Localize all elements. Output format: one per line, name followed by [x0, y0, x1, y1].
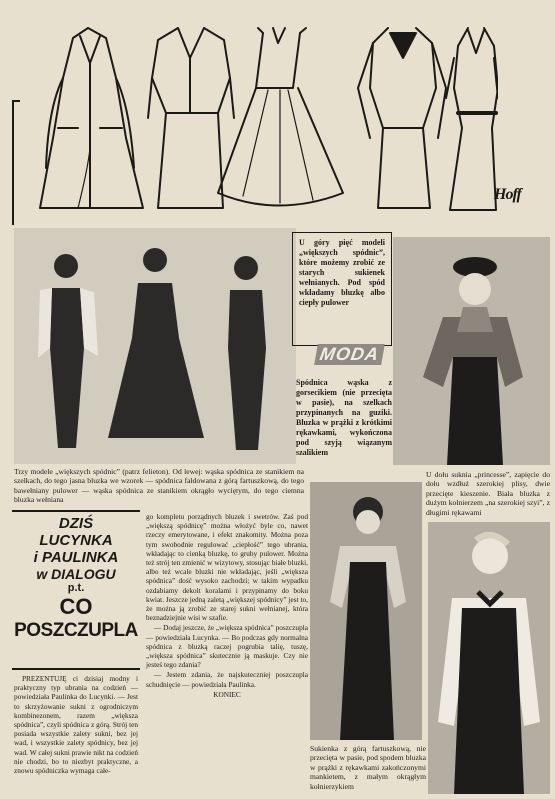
- dress-sketches-illustration: [18, 18, 498, 218]
- article-title-block: [12, 510, 140, 672]
- sketch-princesse-dress: [446, 28, 498, 210]
- bracket-line-top: [12, 100, 20, 102]
- caption-three-models: Trzy modele „większych spódnic” (patrz felieton). Od lewej: wąska spódnica ze stanikiem na szelkach, do tego jasna bluzka we wzorek — spódnica fałdowana z górą fartuszkową, do tego bawełniany pulower — wąska spódnica ze stanikiem okrągło wyciętym, do tego ciemna bluzka wełniana: [14, 467, 304, 505]
- photo-woman-beret: [393, 237, 550, 465]
- caption-sukienka: Sukienka z górą fartuszkową, nie przecięta w pasie, pod spodem bluzka w prążki z rękawkami zakończonymi mankietem, z małym okrągłym kołnierzykiem: [310, 744, 426, 791]
- article-column-2: [146, 512, 308, 700]
- sketch-full-skirt-dress: [218, 28, 343, 206]
- title-line-paulinka: i PAULINKA: [33, 549, 119, 566]
- article-paragraph-3: — Dodaj jeszcze, że „większa spódnica” poszczupla — powiedziała Lucynka. — Bo podczas gdy normalna spódnica z bluzką raczej pogrubia talię, tuszę, „większa spódnica” skutecznie ją maskuje. Czy nie jesteś tego zdania?: [146, 623, 308, 670]
- article-column-1: [14, 674, 138, 776]
- note-box-models-text: U góry pięć modeli „większych spódnic”, które możemy zrobić ze starych sukienek wełnianych. Pod spód wkładamy bluzkę albo ciepły pulower: [299, 238, 385, 307]
- sketch-shawl-dress: [358, 28, 446, 208]
- sketch-coat-dress: [40, 28, 143, 208]
- note-box-spodnica-text: Spódnica wąska z gorsecikiem (nie przecięta w pasie), na szelkach przypinanych na guziki. Bluzka w prążki z krótkimi rękawkami, wykończona pod szyją wiązanym szalikiem: [296, 378, 392, 457]
- article-paragraph-4: — Jestem zdania, że najskuteczniej poszczupla schudnięcie — powiedziała Paulinka.: [146, 670, 308, 689]
- photo-three-models: [14, 228, 296, 464]
- moda-label: MODA: [314, 344, 385, 365]
- caption-princesse: U dołu suknia „princesse”, zapięcie do dołu wzdłuż szerokiej plisy, dwie przecięte kieszenie. Biała bluzka z dużym kołnierzem „na szerokiej szyi”, z długimi rękawami: [426, 470, 550, 517]
- sketch-slim-dress: [148, 28, 234, 208]
- note-box-spodnica: [292, 376, 396, 476]
- note-box-models: [292, 232, 392, 346]
- title-rule-bottom: [12, 668, 140, 670]
- title-line-co: CO: [59, 594, 93, 619]
- title-line-dzis: DZIŚ: [58, 515, 94, 532]
- title-line-dialogu: w DIALOGU: [36, 566, 116, 582]
- title-rule-top: [12, 510, 140, 512]
- article-paragraph-2: go kompletu porządnych bluzek i swetrów. Zaś pod „większą spódnicę” można włożyć byle co, nawet rzeczy emerytowane, i efekt znakomity. Można poza tym swobodnie regulować „ciepłość” tego ubrania, wkładając to cienką bluzkę, to gruby pulower. Można też strój ten zmienić w wizytowy, stosując białe bluzki, albo też wcale bluzki nie wkładając, jeśli „większa spódnica” dość wysoko zachodzi; w takim wypadku ozdabiamy dekolt koralami i przypinamy do boku kwiat. Jeszcze jedną zaletą „większej spódnicy” jest to, że można ją zrobić ze starej sukni wełnianej, która beznadziejnie wisi w szafie.: [146, 512, 308, 623]
- bracket-line: [12, 100, 14, 225]
- photo-woman-princesse: [428, 522, 550, 794]
- photo-woman-pinafore: [310, 482, 422, 740]
- artist-signature: Hoff: [494, 186, 521, 203]
- article-paragraph-1: PREZENTUJĘ ci dzisiaj modny i praktyczny typ ubrania na codzień — powiedziała Paulinka do Lucynki. — Jest to skrzyżowanie sukni z ogrodniczym kombinezonem, razem „większa spódnica”, czyli spódnica z górą. Strój ten posiada wszystkie zalety sukni, bez jej wad, i wszystkie zalety spódnicy, bez jej wad. W całej sukni prawie nikt na codzień nie chodzi, bo to niezbyt praktyczne, a znowu spódniczka wymaga całe-: [14, 674, 138, 776]
- title-line-lucynka: LUCYNKA: [39, 532, 113, 549]
- title-line-poszczupla: POSZCZUPLA: [14, 620, 138, 641]
- title-line-pt: p.t.: [67, 582, 85, 594]
- article-end: KONIEC: [213, 689, 241, 699]
